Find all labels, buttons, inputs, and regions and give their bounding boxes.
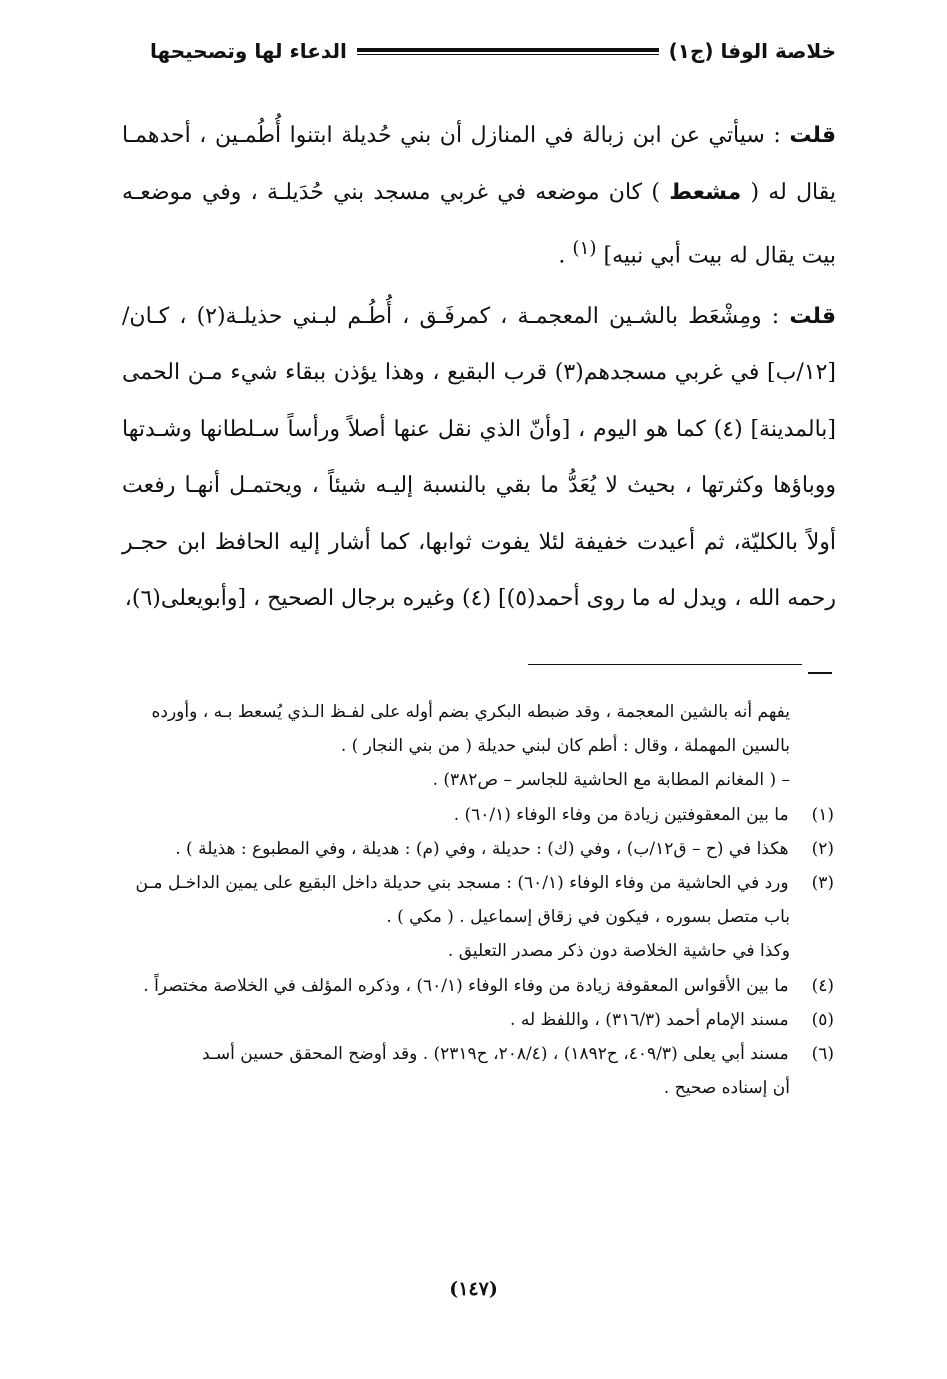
footnote-text: مسند أبي يعلى (٤٠٩/٣، ح١٨٩٢) ، (٢٠٨/٤، ح٢٣١٩) . وقد أوضح المحقق حسين أسـد [201, 1044, 789, 1065]
paragraph-2-text: : ومِشْعَط بالشـين المعجمـة ، كمرفَـق ، أُطُـم لبـني حذيلـة(٢) ، كـان/ [١٢/ب] في غربي مسجدهم(٣) قرب البقيع ، وهذا يؤذن ببقاء شيء مـن الحمى [بالمدينة] (٤) كما هو اليوم ، [وأنّ الذي نقل عنها أصلاً ورأساً سـلطانها وشـدتها ووباؤها وكثرتها ، بحيث لا يُعَدُّ ما بقي بالنسبة إليـه شيئاً ، ويحتمـل أنهـا رفعت أولاً بالكليّة، ثم أعيدت خفيفة لئلا يفوت ثوابها، كما أشار إليه الحافظ ابن حجـر رحمه الله ، ويدل له ما روى أحمد(٥)] (٤) وغيره برجال الصحيح ، [وأبويعلى(٦)، [122, 303, 836, 612]
paragraph-1-bold-term: مشعط [669, 179, 742, 205]
header-rule [357, 48, 659, 55]
footnote-text-cont: أن إسناده صحيح . [663, 1078, 790, 1099]
footnote-3 [118, 866, 834, 969]
footnote-5 [118, 1003, 834, 1037]
footnote-2 [118, 832, 834, 866]
footnote-number: (٤) [811, 975, 834, 996]
page-number: (١٤٧) [449, 1278, 498, 1300]
footnote-ref-1[interactable]: (١) [572, 238, 597, 259]
paragraph-1 [122, 108, 836, 285]
footnote-text: ما بين المعقوفتين زيادة من وفاء الوفاء (٦٠/١) . [453, 804, 789, 825]
footnote-text: هكذا في (ح – ق١٢/ب) ، وفي (ك) : حديلة ، وفي (م) : هديلة ، وفي المطبوع : هذيلة ) . [175, 838, 789, 859]
paragraph-2 [122, 289, 836, 628]
header-chapter-title: الدعاء لها وتصحيحها [150, 39, 347, 63]
footnote-number: (٥) [811, 1009, 834, 1030]
footnote-continued-line-2: بالسين المهملة ، وقال : أطم كان لبني حديلة ( من بني النجار ) . [340, 736, 790, 757]
footnote-4 [118, 969, 834, 1003]
paragraph-1-text-a: : سيأتي عن ابن زبالة في المنازل أن بني حُديلة ابتنوا أُطُمـين ، أحدهمـا يقال له ( [122, 123, 837, 205]
footnote-1 [118, 798, 834, 832]
footnote-number: (٣) [811, 873, 834, 894]
paragraph-1-end: . [558, 243, 573, 269]
footnote-text: مسند الإمام أحمد (٣١٦/٣) ، واللفظ له . [510, 1009, 789, 1030]
footnote-text: ما بين الأقواس المعقوفة زيادة من وفاء الوفاء (٦٠/١) ، وذكره المؤلف في الخلاصة مختصراً . [143, 975, 789, 996]
footnote-separator-dash [808, 672, 832, 674]
footnote-6 [118, 1037, 834, 1105]
footnote-text-cont: وكذا في حاشية الخلاصة دون ذكر مصدر التعليق . [447, 941, 790, 962]
footnote-continued-line-1: يفهم أنه بالشين المعجمة ، وقد ضبطه البكري بضم أوله على لفـظ الـذي يُسعط بـه ، وأورده [151, 702, 790, 722]
main-text [122, 108, 836, 628]
paragraph-1-text-b: ) كان موضعه في غربي مسجد بني حُدَيلـة ، وفي موضعـه بيت يقال له بيت أبي نبيه] [122, 179, 836, 269]
footnote-number: (٦) [811, 1044, 834, 1065]
footnote-text-cont: باب متصل بسوره ، فيكون في زقاق إسماعيل . ( مكي ) . [386, 907, 790, 928]
footnote-separator [528, 664, 802, 665]
footnote-number: (٢) [811, 838, 834, 859]
paragraph-2-lead: قلت [789, 303, 836, 329]
running-header [150, 36, 836, 66]
footnote-number: (١) [811, 804, 834, 825]
header-book-title: خلاصة الوفا (ج١) [668, 39, 836, 63]
footnote-text: ورد في الحاشية من وفاء الوفاء (٦٠/١) : مسجد بني حديلة داخل البقيع على يمين الداخـل مـن [135, 873, 789, 894]
footnotes [118, 695, 834, 1105]
footnote-continued-line-3: – ( المغانم المطابة مع الحاشية للجاسر – ص٣٨٢) . [432, 770, 790, 791]
paragraph-1-lead: قلت [789, 123, 836, 148]
